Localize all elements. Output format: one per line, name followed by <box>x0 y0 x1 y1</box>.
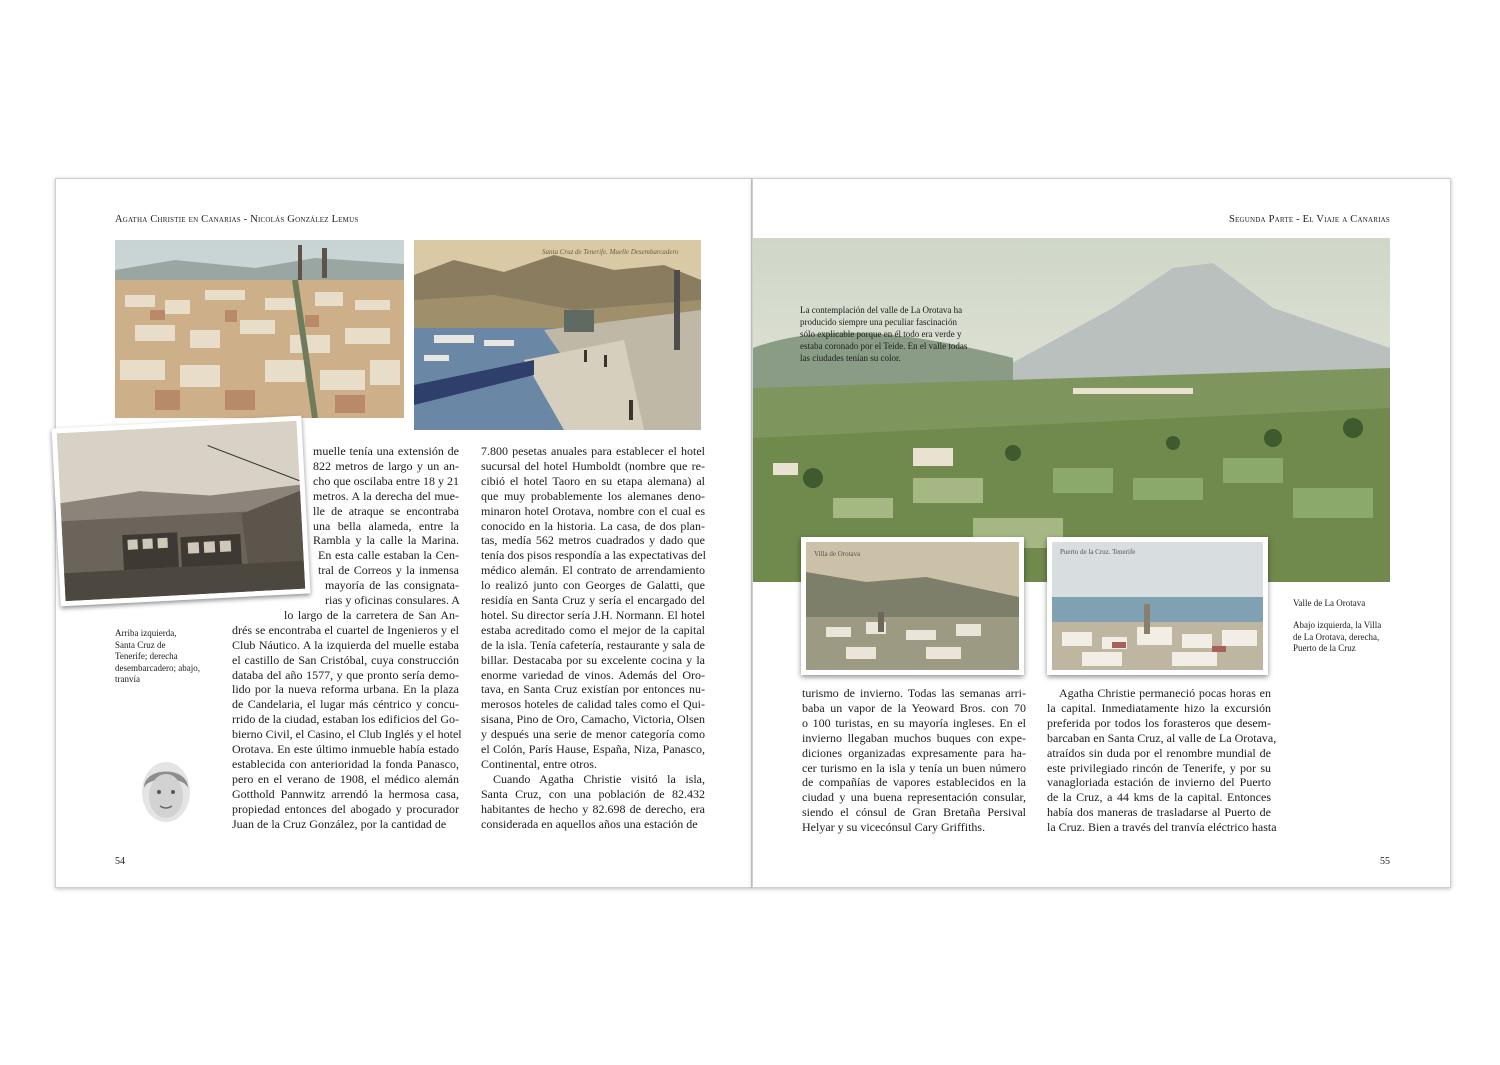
body-text-line: vanagloriada estación de invierno del Puerto <box>1047 775 1271 790</box>
body-text-line: merosos hoteles de calidad tales como el Qui- <box>481 697 705 712</box>
body-text-line: billar. Destacaba por su excelente cocina y la <box>481 652 705 667</box>
body-text-line: conocido en la historia. La casa, de dos plan- <box>481 518 705 533</box>
body-text-line: ciudad y una buena representación consular, <box>802 790 1026 805</box>
body-text-line: turismo de invierno. Todas las semanas arri- <box>802 686 1026 700</box>
body-text-line: la capital. Inmediatamente hizo la excursión <box>1047 700 1271 715</box>
caption-line: Puerto de la Cruz <box>1293 643 1356 653</box>
body-text-line: rias y oficinas consulares. A <box>325 593 460 607</box>
photo-muelle-desembarcadero <box>414 240 701 430</box>
right-running-head: Segunda Parte - El Viaje a Canarias <box>1229 214 1390 225</box>
caption-line: Tenerife; derecha <box>115 651 178 661</box>
body-text-line: sucursal del hotel Humboldt (nombre que re- <box>481 458 705 473</box>
body-text-line: de Candelaria, el lugar más céntrico y concu- <box>232 697 459 712</box>
quote-line: producido siempre una peculiar fascinación <box>800 317 957 327</box>
body-text-line: residía en Santa Cruz y sería el encargado del <box>481 593 705 607</box>
body-text-line: cibió el hotel Taoro en su etapa alemana) al <box>481 473 705 488</box>
body-text-line: propiedad entonces del abogado y procurador <box>232 801 459 816</box>
body-text-line: y después una serie de menor categoría como <box>481 727 705 742</box>
body-text-line: Santa Cruz, con una población de 82.432 <box>481 786 705 801</box>
left-photo-caption <box>115 628 235 686</box>
body-text-line: Juan de la Cruz González, por la cantidad de <box>232 816 447 831</box>
body-text-line: bierno Civil, el Casino, el Club Inglés y el hotel <box>232 727 462 742</box>
body-text-line: de compañías de vapores establecidos en la <box>802 775 1026 790</box>
left-folio: 54 <box>115 856 125 867</box>
body-text-line: hotel. Su director sería J.H. Normann. El hotel <box>481 607 705 622</box>
right-folio: 55 <box>1380 856 1390 867</box>
body-text-line: databa del año 1577, y que pronto sería demo- <box>232 667 459 682</box>
body-text-line: Rambla y la calle la Marina. <box>313 533 459 548</box>
body-text-line: muelle tenía una extensión de <box>313 444 459 458</box>
body-text-line: pero en el verano de 1908, el médico alemán <box>232 771 459 786</box>
body-text-line: Continental, entre otros. <box>481 756 597 771</box>
body-text-line: Gotthold Pannwitz arrendó la hermosa casa, <box>232 786 459 801</box>
body-text-line: había dos maneras de trasladarse al Puerto de <box>1047 805 1271 820</box>
postcard-villa-orotava <box>801 537 1024 675</box>
body-text-line: tenía dos pisos respondía a las expectativas del <box>481 548 706 563</box>
postcard-puerto-label: Puerto de la Cruz. Tenerife <box>1060 548 1136 556</box>
quote-line: La contemplación del valle de La Orotava ha <box>800 305 963 315</box>
body-text-line: médico alemán. El contrato de arrendamiento <box>481 563 705 578</box>
body-text-line: o 100 turistas, en su mayoría ingleses. En el <box>802 715 1026 730</box>
postcard-puerto-de-la-cruz <box>1047 537 1268 675</box>
quote-line: las ciudades tenían su color. <box>800 353 901 363</box>
caption-line: desembarcadero; abajo, <box>115 662 200 673</box>
body-text-line: 7.800 pesetas anuales para establecer el hotel <box>481 444 705 458</box>
body-text-line: atraídos sin duda por el renombre mundial de <box>1047 745 1271 760</box>
body-text-line: baba un vapor de la Yeoward Bros. con 70 <box>802 700 1026 715</box>
body-text-line: drés se encontraba el cuartel de Ingenieros y el <box>232 622 459 637</box>
body-text-line: barcaban en Santa Cruz, al valle de La Orotava, <box>1047 730 1277 745</box>
body-text-line: este privilegiado rincón de Tenerife, y por su <box>1047 760 1271 775</box>
body-text-line: mayoría de las consignata- <box>325 578 459 593</box>
body-text-line: lido por la nueva reforma urbana. En la plaza <box>232 682 459 697</box>
body-text-line: de la isla. Tenía cafetería, restaurante y sala de <box>481 637 705 652</box>
body-text-line: Agatha Christie permaneció pocas horas en <box>1059 686 1271 700</box>
body-text-line: invierno llegaban muchos buques con expe- <box>802 730 1026 745</box>
agatha-christie-portrait <box>136 758 196 826</box>
body-text-line: 822 metros de largo y un an- <box>313 458 459 473</box>
body-text-line: sisana, Pino de Oro, Camacho, Victoria, Olsen <box>481 712 705 727</box>
body-text-line: preferida por todos los forasteros que desem- <box>1047 715 1271 730</box>
body-text-line: metros. A la derecha del mue- <box>313 488 459 503</box>
body-text-line: En esta calle estaban la Cen- <box>318 548 459 563</box>
body-text-line: Orotava. En este último inmueble había estado <box>232 742 459 756</box>
body-text-line: cho que oscilaba entre 18 y 21 <box>313 473 459 488</box>
body-text-line: cer turismo en la isla y tenía un buen número <box>802 760 1026 775</box>
body-text-line: Helyar y su vicecónsul Cary Griffiths. <box>802 820 986 835</box>
body-text-line: lo largo de la carretera de San An- <box>284 607 459 622</box>
body-text-line: estaba acreditado como el mejor de la capital <box>481 622 705 637</box>
quote-line: estaba coronado por el Teide. En el valle todas <box>800 341 968 351</box>
body-text-line: lo realizó junto con Georges de Galatti, que <box>481 578 705 593</box>
body-text-line: una bella alameda, entre la <box>313 518 459 533</box>
body-text-line: que muy probablemente los alemanes deno- <box>481 488 705 503</box>
right-caption-main: Valle de La Orotava <box>1293 598 1366 608</box>
body-text-line: el Colón, París Hause, España, Niza, Panasco, <box>481 742 705 756</box>
body-text-line: enorme variedad de vinos. Además del Oro- <box>481 667 705 682</box>
right-caption-sub <box>1293 620 1381 655</box>
body-text-line: tral de Correos y la inmensa <box>318 563 459 578</box>
caption-line: Abajo izquierda, la Villa <box>1293 620 1382 630</box>
postcard-muelle-label: Santa Cruz de Tenerife. Muelle Desembarcadero <box>542 248 679 256</box>
body-text-line: rrido de la ciudad, estaban los edificios del Go- <box>232 712 459 727</box>
caption-line: Santa Cruz de <box>115 639 166 650</box>
body-text-line: Cuando Agatha Christie visitó la isla, <box>493 771 705 786</box>
body-text-line: el castillo de San Cristóbal, cuya construcción <box>232 652 459 667</box>
body-text-line: lle de atraque se encontraba <box>313 503 459 518</box>
postcard-villa-label: Villa de Orotava <box>814 550 861 558</box>
body-text-line: tava, en Santa Cruz existían por entonces nu- <box>481 682 705 697</box>
body-text-line: la Cruz. Bien a través del tranvía eléctrico hasta <box>1047 820 1277 835</box>
body-text-line: siendo el cónsul de Gran Bretaña Persival <box>802 805 1026 820</box>
body-text-line: minaron hotel Orotava, nombre con el cual es <box>481 503 705 518</box>
body-text-line: establecida con anterioridad la fonda Panasco, <box>232 756 459 771</box>
photo-valle-orotava <box>753 238 1390 582</box>
orotava-quote <box>800 304 967 364</box>
left-running-head: Agatha Christie en Canarias - Nicolás González Lemus <box>115 214 359 225</box>
body-text-line: de la Cruz, a 44 kms de la capital. Entonces <box>1047 790 1271 805</box>
caption-line: Arriba izquierda, <box>115 628 177 638</box>
body-text-line: considerada en aquellos años una estación de <box>481 816 698 831</box>
body-text-line: Club Náutico. A la izquierda del muelle estaba <box>232 637 459 652</box>
photo-tranvia <box>52 416 311 607</box>
body-text-line: tas, medía 562 metros cuadrados y dado que <box>481 533 705 548</box>
caption-line: tranvía <box>115 674 140 684</box>
caption-line: de La Orotava, derecha, <box>1293 631 1380 642</box>
body-text-line: habitantes de hecho y 82.698 de derecho, era <box>481 801 705 816</box>
body-text-line: diciones organizadas expresamente para ha- <box>802 745 1026 760</box>
quote-line: sólo explicable porque en él todo era verde y <box>800 329 962 339</box>
photo-santa-cruz-city <box>115 240 404 418</box>
